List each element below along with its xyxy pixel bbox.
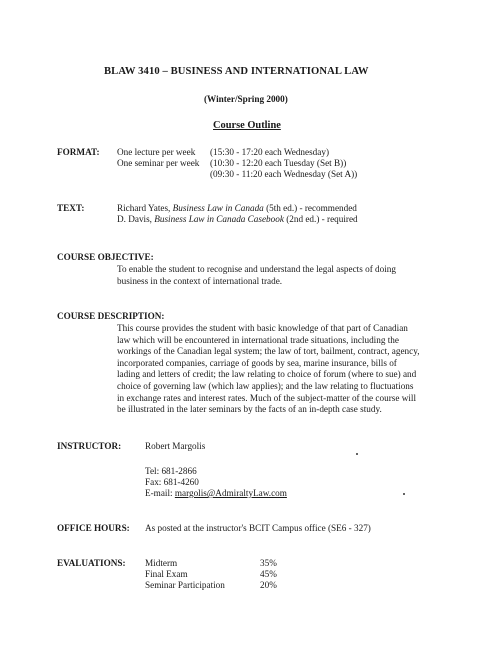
book2-title: Business Law in Canada Casebook (154, 214, 284, 224)
evaluations-label: EVALUATIONS: (57, 558, 126, 568)
email-link[interactable]: margolis@AdmiraltyLaw.com (174, 488, 287, 498)
email-label: E-mail: (145, 488, 175, 498)
description-line: law which will be encountered in international trade situations, including the (117, 334, 399, 345)
format-label: FORMAT: (57, 147, 100, 157)
seminar-time-b: (10:30 - 12:20 each Tuesday (Set B)) (210, 158, 347, 168)
objective-text (117, 264, 396, 287)
book2-author: D. Davis, (117, 214, 155, 224)
office-hours-text: As posted at the instructor's BCIT Campus office (SE6 - 327) (145, 523, 371, 533)
lecture-label: One lecture per week (117, 147, 196, 157)
description-line: be illustrated in the later seminars by the facts of an in-depth case study. (117, 404, 382, 415)
eval-item-name: Midterm (145, 558, 178, 568)
seminar-time-a: (09:30 - 11:20 each Wednesday (Set A)) (210, 169, 358, 179)
eval-item-name: Final Exam (145, 569, 188, 579)
description-line: lading and letters of credit; the law relating to choice of forum (where to sue) and (117, 369, 417, 380)
speck-mark (403, 493, 405, 495)
description-line: incorporated companies, carriage of goods by sea, marine insurance, bills of (117, 357, 397, 368)
course-title: BLAW 3410 – BUSINESS AND INTERNATIONAL LAW (104, 66, 369, 77)
instructor-name: Robert Margolis (145, 441, 206, 451)
book1-author: Richard Yates, (117, 203, 173, 213)
description-line: in exchange rates and interest rates. Much of the subject-matter of the course will (117, 392, 416, 403)
seminar-label: One seminar per week (117, 158, 200, 168)
objective-heading: COURSE OBJECTIVE: (57, 252, 154, 262)
description-line: This course provides the student with basic knowledge of that part of Canadian (117, 323, 408, 333)
objective-line: business in the context of international trade. (117, 275, 283, 286)
instructor-label: INSTRUCTOR: (57, 441, 122, 451)
eval-item-weight: 20% (260, 580, 277, 590)
eval-item-name: Seminar Participation (145, 580, 225, 590)
objective-line: To enable the student to recognise and understand the legal aspects of doing (117, 264, 396, 274)
instructor-fax: Fax: 681-4260 (145, 477, 199, 487)
book2-edition: (2nd ed.) - required (283, 214, 358, 224)
eval-item-weight: 45% (260, 569, 277, 579)
office-hours-label: OFFICE HOURS: (57, 523, 130, 533)
text-label: TEXT: (57, 203, 85, 213)
book1-edition: (5th ed.) - recommended (263, 203, 357, 213)
outline-heading: Course Outline (213, 120, 281, 131)
instructor-email-line (145, 488, 287, 500)
book1 (117, 203, 357, 215)
description-heading: COURSE DESCRIPTION: (57, 311, 165, 321)
description-line: workings of the Canadian legal system; the law of tort, bailment, contract, agency, (117, 346, 420, 357)
instructor-tel: Tel: 681-2866 (145, 466, 197, 476)
speck-mark (356, 453, 358, 455)
book1-title: Business Law in Canada (172, 203, 264, 213)
term: (Winter/Spring 2000) (204, 94, 288, 104)
description-line: choice of governing law (which law applies); and the law relating to fluctuations (117, 380, 414, 391)
lecture-time: (15:30 - 17:20 each Wednesday) (210, 147, 330, 157)
eval-item-weight: 35% (260, 558, 277, 568)
book2 (117, 214, 358, 226)
description-text (117, 323, 420, 416)
